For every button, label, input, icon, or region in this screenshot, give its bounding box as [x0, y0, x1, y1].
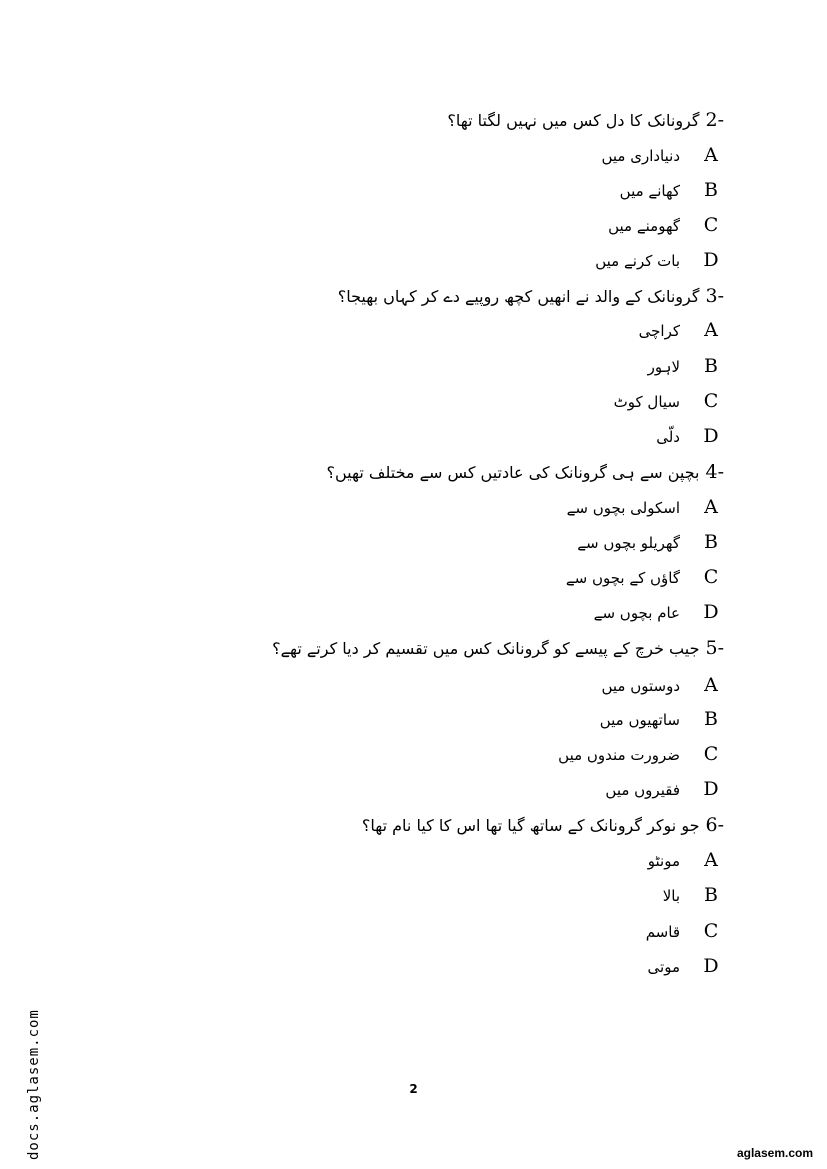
option-text: ساتھیوں میں — [599, 711, 680, 729]
option-a — [648, 847, 724, 873]
option-c — [558, 741, 724, 767]
option-text: اسکولی بچوں سے — [566, 499, 680, 517]
option-label: C — [703, 743, 719, 765]
question-text: جو نوکر گرونانک کے ساتھ گیا تھا اس کا کیا نام تھا؟ — [361, 816, 700, 835]
option-text: کھانے میں — [619, 182, 680, 200]
question-number: 5- — [705, 637, 724, 659]
question-6 — [362, 813, 724, 837]
option-label: B — [704, 179, 718, 201]
option-label: B — [704, 884, 718, 906]
question-text: جیب خرچ کے پیسے کو گرونانک کس میں تقسیم کر دیا کرتے تھے؟ — [272, 639, 700, 658]
option-a — [601, 672, 724, 698]
question-number: 2- — [705, 109, 724, 131]
option-text: دنیاداری میں — [601, 147, 680, 165]
option-b — [600, 706, 724, 732]
option-d — [595, 247, 724, 273]
option-text: بات کرنے میں — [595, 252, 680, 270]
option-text: بالا — [662, 887, 680, 905]
option-text: گھومنے میں — [608, 217, 680, 235]
question-text: گرونانک کے والد نے انھیں کچھ روپیے دے کر کہاں بھیجا؟ — [337, 287, 700, 306]
option-text: دوستوں میں — [601, 677, 680, 695]
option-text: کراچی — [638, 322, 680, 340]
option-text: عام بچوں سے — [593, 604, 680, 622]
side-watermark: docs.aglasem.com — [26, 1009, 42, 1160]
option-b — [663, 882, 724, 908]
option-label: D — [703, 249, 719, 271]
option-b — [620, 177, 724, 203]
option-a — [639, 317, 724, 343]
option-label: D — [703, 778, 719, 800]
option-c — [646, 918, 724, 944]
option-label: C — [703, 214, 719, 236]
question-number: 6- — [705, 814, 724, 836]
question-2 — [447, 108, 724, 132]
option-b — [648, 353, 724, 379]
option-label: A — [704, 144, 718, 166]
question-3 — [338, 284, 724, 308]
option-a — [601, 142, 724, 168]
option-c — [608, 212, 724, 238]
page-number: 2 — [409, 1082, 418, 1096]
question-text: گرونانک کا دل کس میں نہیں لگتا تھا؟ — [447, 111, 700, 130]
question-number: 3- — [705, 285, 724, 307]
option-label: D — [703, 425, 719, 447]
question-number: 4- — [705, 461, 724, 483]
option-c — [614, 388, 724, 414]
option-label: B — [704, 355, 718, 377]
option-label: A — [704, 496, 718, 518]
question-text: بچپن سے ہی گرونانک کی عادتیں کس سے مختلف تھیں؟ — [326, 463, 700, 482]
question-5 — [272, 636, 724, 660]
option-text: دلّی — [656, 428, 680, 446]
option-text: گھریلو بچوں سے — [577, 534, 680, 552]
option-label: D — [703, 955, 719, 977]
option-text: قاسم — [645, 923, 680, 941]
option-label: C — [703, 920, 719, 942]
option-label: D — [703, 601, 719, 623]
option-label: A — [704, 319, 718, 341]
option-text: ضرورت مندوں میں — [558, 746, 680, 764]
option-label: B — [704, 531, 718, 553]
footer-brand-link[interactable]: aglasem.com — [736, 1146, 813, 1160]
option-d — [648, 953, 724, 979]
option-label: A — [704, 849, 718, 871]
option-label: C — [703, 566, 719, 588]
option-b — [577, 529, 724, 555]
option-text: سیال کوٹ — [613, 393, 680, 411]
option-a — [567, 494, 724, 520]
option-d — [605, 776, 724, 802]
option-d — [594, 599, 724, 625]
question-4 — [326, 460, 724, 484]
option-c — [566, 564, 724, 590]
option-label: C — [703, 390, 719, 412]
option-label: B — [704, 708, 718, 730]
option-text: فقیروں میں — [605, 781, 680, 799]
option-text: لاہور — [647, 358, 680, 376]
option-d — [656, 423, 724, 449]
option-label: A — [704, 674, 718, 696]
option-text: مونٹو — [647, 852, 680, 870]
option-text: موتی — [647, 958, 680, 976]
option-text: گاؤں کے بچوں سے — [565, 569, 680, 587]
